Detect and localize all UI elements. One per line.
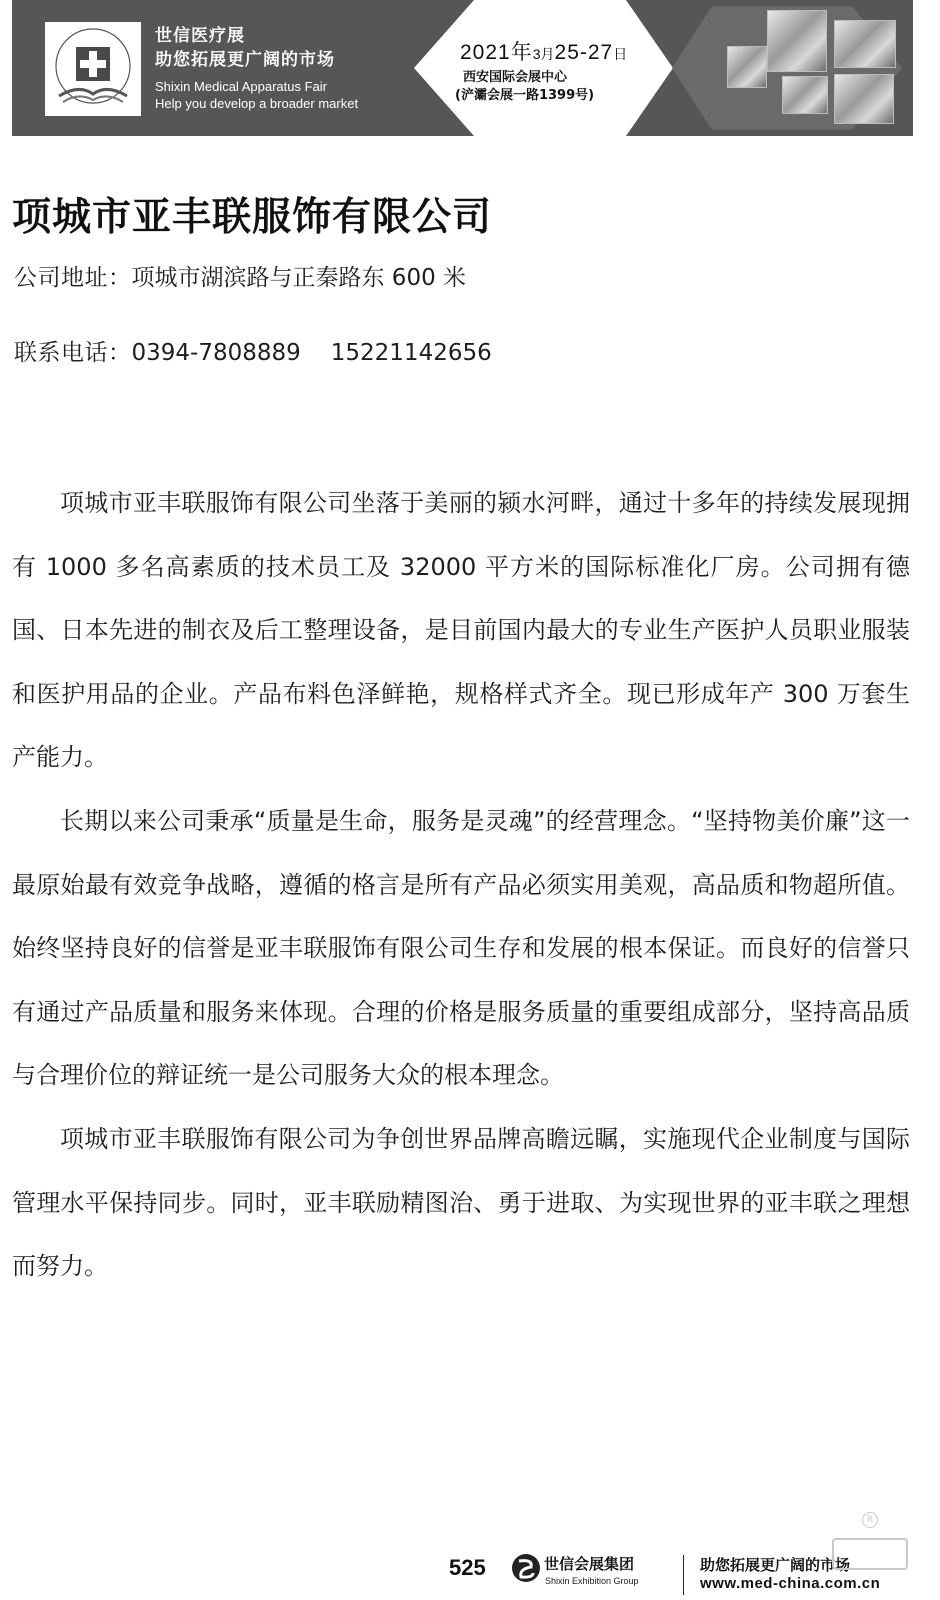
footer-divider xyxy=(683,1555,684,1595)
brand-slogan-en: Help you develop a broader market xyxy=(155,96,359,111)
group-logo-icon xyxy=(511,1551,541,1585)
phone-value-1: 0394-7808889 xyxy=(131,340,301,366)
group-name-en: Shixin Exhibition Group xyxy=(545,1576,639,1586)
equipment-photo xyxy=(782,76,828,114)
equipment-photo xyxy=(834,74,894,124)
address-value: 项城市湖滨路与正秦路东 600 米 xyxy=(131,265,467,291)
event-venue-address: (浐灞会展一路1399号) xyxy=(455,88,595,103)
registered-mark-icon: R xyxy=(862,1512,878,1528)
address-label: 公司地址： xyxy=(14,265,132,291)
company-phone xyxy=(14,334,492,367)
paragraph: 项城市亚丰联服饰有限公司为争创世界品牌高瞻远瞩，实施现代企业制度与国际管理水平保持同步。同时，亚丰联励精图治、勇于进取、为实现世界的亚丰联之理想而努力。 xyxy=(12,1124,910,1281)
equipment-photo xyxy=(767,10,827,72)
paragraph: 项城市亚丰联服饰有限公司坐落于美丽的颍水河畔，通过十多年的持续发展现拥有 1000 多名高素质的技术员工及 32000 平方米的国际标准化厂房。公司拥有德国、日本先进的制衣及后工整理设备，是目前国内最大的专业生产医护人员职业服装和医护用品的企业。产品布料色泽鲜艳，规格样式齐全。现已形成年产 300 万套生产能力。 xyxy=(12,489,910,772)
footer-website-link[interactable]: www.med-china.com.cn xyxy=(700,1575,881,1592)
group-name-cn: 世信会展集团 xyxy=(544,1555,635,1573)
event-date: 2021年3月25-27日 xyxy=(460,41,628,64)
brand-title-en: Shixin Medical Apparatus Fair xyxy=(155,79,327,94)
brand-slogan-cn: 助您拓展更广阔的市场 xyxy=(155,50,335,70)
phone-label: 联系电话： xyxy=(14,340,132,366)
company-address xyxy=(14,259,466,292)
company-name: 项城市亚丰联服饰有限公司 xyxy=(12,195,493,240)
equipment-photo xyxy=(834,20,896,68)
phone-value-2: 15221142656 xyxy=(330,340,492,366)
header-banner xyxy=(12,0,913,136)
event-venue: 西安国际会展中心 xyxy=(463,70,568,85)
page-number: 525 xyxy=(449,1555,486,1580)
paragraph: 长期以来公司秉承“质量是生命，服务是灵魂”的经营理念。“坚持物美价廉”这一最原始最有效竞争战略，遵循的格言是所有产品必须实用美观，高品质和物超所值。始终坚持良好的信誉是亚丰联服饰有限公司生存和发展的根本保证。而良好的信誉只有通过产品质量和服务来体现。合理的价格是服务质量的重要组成部分，坚持高品质与合理价位的辩证统一是公司服务大众的根本理念。 xyxy=(12,806,910,1090)
footer-slogan: 助您拓展更广阔的市场 xyxy=(700,1556,851,1574)
equipment-photo xyxy=(727,46,767,88)
company-description xyxy=(12,472,910,1299)
brand-title-cn: 世信医疗展 xyxy=(155,26,245,46)
watermark-stamp xyxy=(832,1538,908,1570)
